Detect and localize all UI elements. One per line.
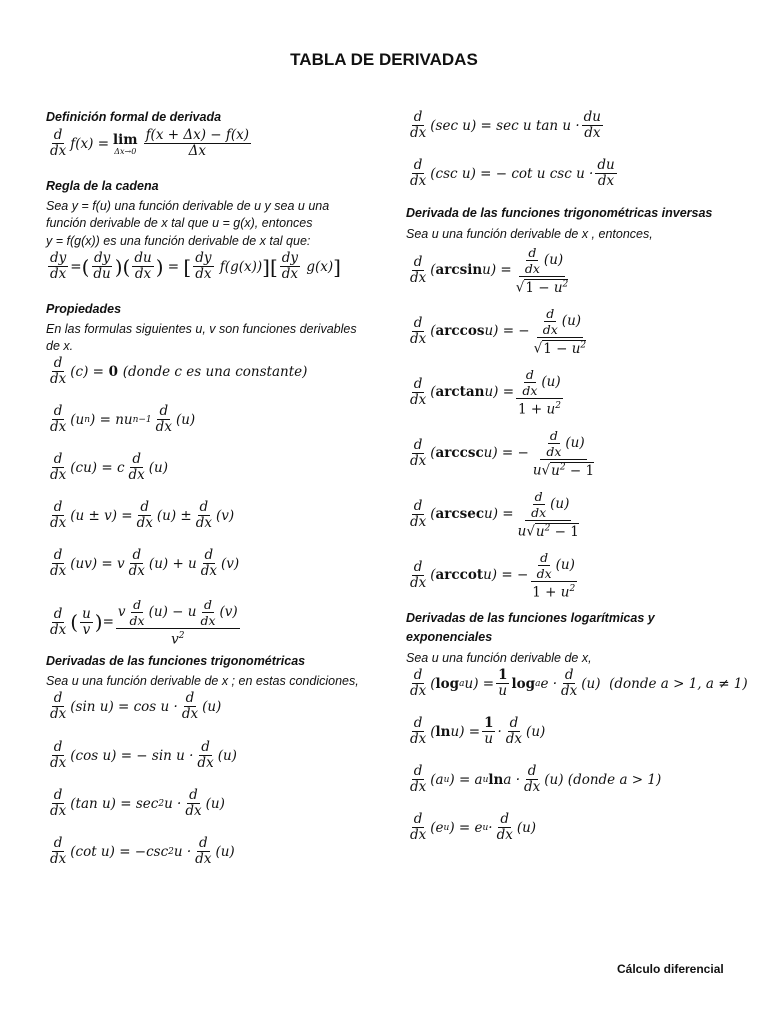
formula-csc: d dx (csc u) = − cot u csc u · du dx [410, 157, 615, 189]
chain-rule-text-2: función derivable de x tal que u = g(x), entonces [46, 216, 313, 230]
formula-cos: d dx (cos u) = − sin u · d dx (u) [50, 739, 237, 771]
log-heading-2: exponenciales [406, 630, 493, 644]
constant-note: (donde c es una constante) [122, 363, 308, 380]
formula-arcsec: d dx ( arcsec u) = $\frac{d}{dx}$ (u) $u√u^2 - 1$ [410, 489, 579, 540]
formula-constant: d dx (c) = 0 (donde c es una constante) [50, 355, 308, 387]
formula-eu: d dx (e u ) = e u · d dx (u) [410, 811, 537, 843]
formula-loga: d dx ( log a u) = 1 u log a e · d dx (u) (donde a > 1, a ≠ 1) [410, 667, 748, 699]
trig-text: Sea u una función derivable de x ; en estas condiciones, [46, 674, 359, 688]
trig-heading: Derivadas de las funciones trigonométricas [46, 654, 306, 668]
formula-product: d dx (uv) = v d dx (u) + u d dx (v) [50, 547, 240, 579]
formula-ln: d dx ( ln u) = 1 u · d dx (u) [410, 715, 546, 747]
chain-rule-text-3: y = f(g(x)) es una función derivable de x tal que: [46, 234, 311, 248]
log-note: (donde a > 1, a ≠ 1) [609, 675, 748, 692]
formula-arccos: d dx ( arccos u) = − $\frac{d}{dx}$ (u) $√1 - u^2$ [410, 306, 587, 357]
chain-rule-text-1: Sea y = f(u) una función derivable de u y sea u una [46, 199, 330, 213]
formula-arccot: d dx ( arccot u) = − $\frac{d}{dx}$ (u) $1 + u^2$ [410, 550, 576, 601]
log-heading-1: Derivadas de las funciones logarítmicas y [406, 611, 655, 625]
footer-label: Cálculo diferencial [617, 962, 724, 976]
formula-sec: d dx (sec u) = sec u tan u · du dx [410, 109, 601, 141]
chain-rule-heading: Regla de la cadena [46, 179, 159, 193]
formula-cu: d dx (cu) = c d dx (u) [50, 451, 169, 483]
properties-text-1: En las formulas siguientes u, v son funciones derivables [46, 322, 357, 336]
formula-sum: d dx (u ± v) = d dx (u) ± d dx (v) [50, 499, 235, 531]
exp-note: (donde a > 1) [567, 771, 662, 788]
properties-heading: Propiedades [46, 302, 122, 316]
properties-text-2: de x. [46, 339, 74, 353]
definition-heading: Definición formal de derivada [46, 110, 222, 124]
formula-power: d dx (u n ) = nu n−1 d dx (u) [50, 403, 196, 435]
definition-formula: d dx f(x) = lim Δx→0 f(x + Δx) − f(x) Δx [50, 127, 250, 159]
log-text: Sea u una función derivable de x, [406, 651, 592, 665]
inverse-trig-heading: Derivada de las funciones trigonométricas inversas [406, 206, 713, 220]
formula-arccsc: d dx ( arccsc u) = − $\frac{d}{dx}$ (u) $u√u^2 - 1$ [410, 428, 595, 479]
formula-sin: d dx (sin u) = cos u · d dx (u) [50, 690, 222, 722]
formula-tan: d dx (tan u) = sec 2 u · d dx (u) [50, 787, 225, 819]
chain-rule-formula: dy dx = ( dy du )( du dx ) = [ dy dx f(g(x)) ][ dy dx g(x) ] [50, 250, 341, 282]
formula-au: d dx (a u ) = a u ln a · d dx (u) (donde a > 1) [410, 763, 662, 795]
formula-quotient: d dx ( u v ) = v $\frac{d}{dx}$ (u) − u $\frac{d}{dx}$ (v) $v^2$ [50, 597, 238, 648]
formula-arctan: d dx ( arctan u) = $\frac{d}{dx}$ (u) $1 + u^2$ [410, 367, 561, 418]
inverse-trig-text: Sea u una función derivable de x , entonces, [406, 227, 653, 241]
formula-cot: d dx (cot u) = −csc 2 u · d dx (u) [50, 835, 235, 867]
page-title: TABLA DE DERIVADAS [290, 50, 478, 69]
formula-arcsin: d dx ( arcsin u) = $\frac{d}{dx}$ (u) $√1 - u^2$ [410, 245, 569, 296]
